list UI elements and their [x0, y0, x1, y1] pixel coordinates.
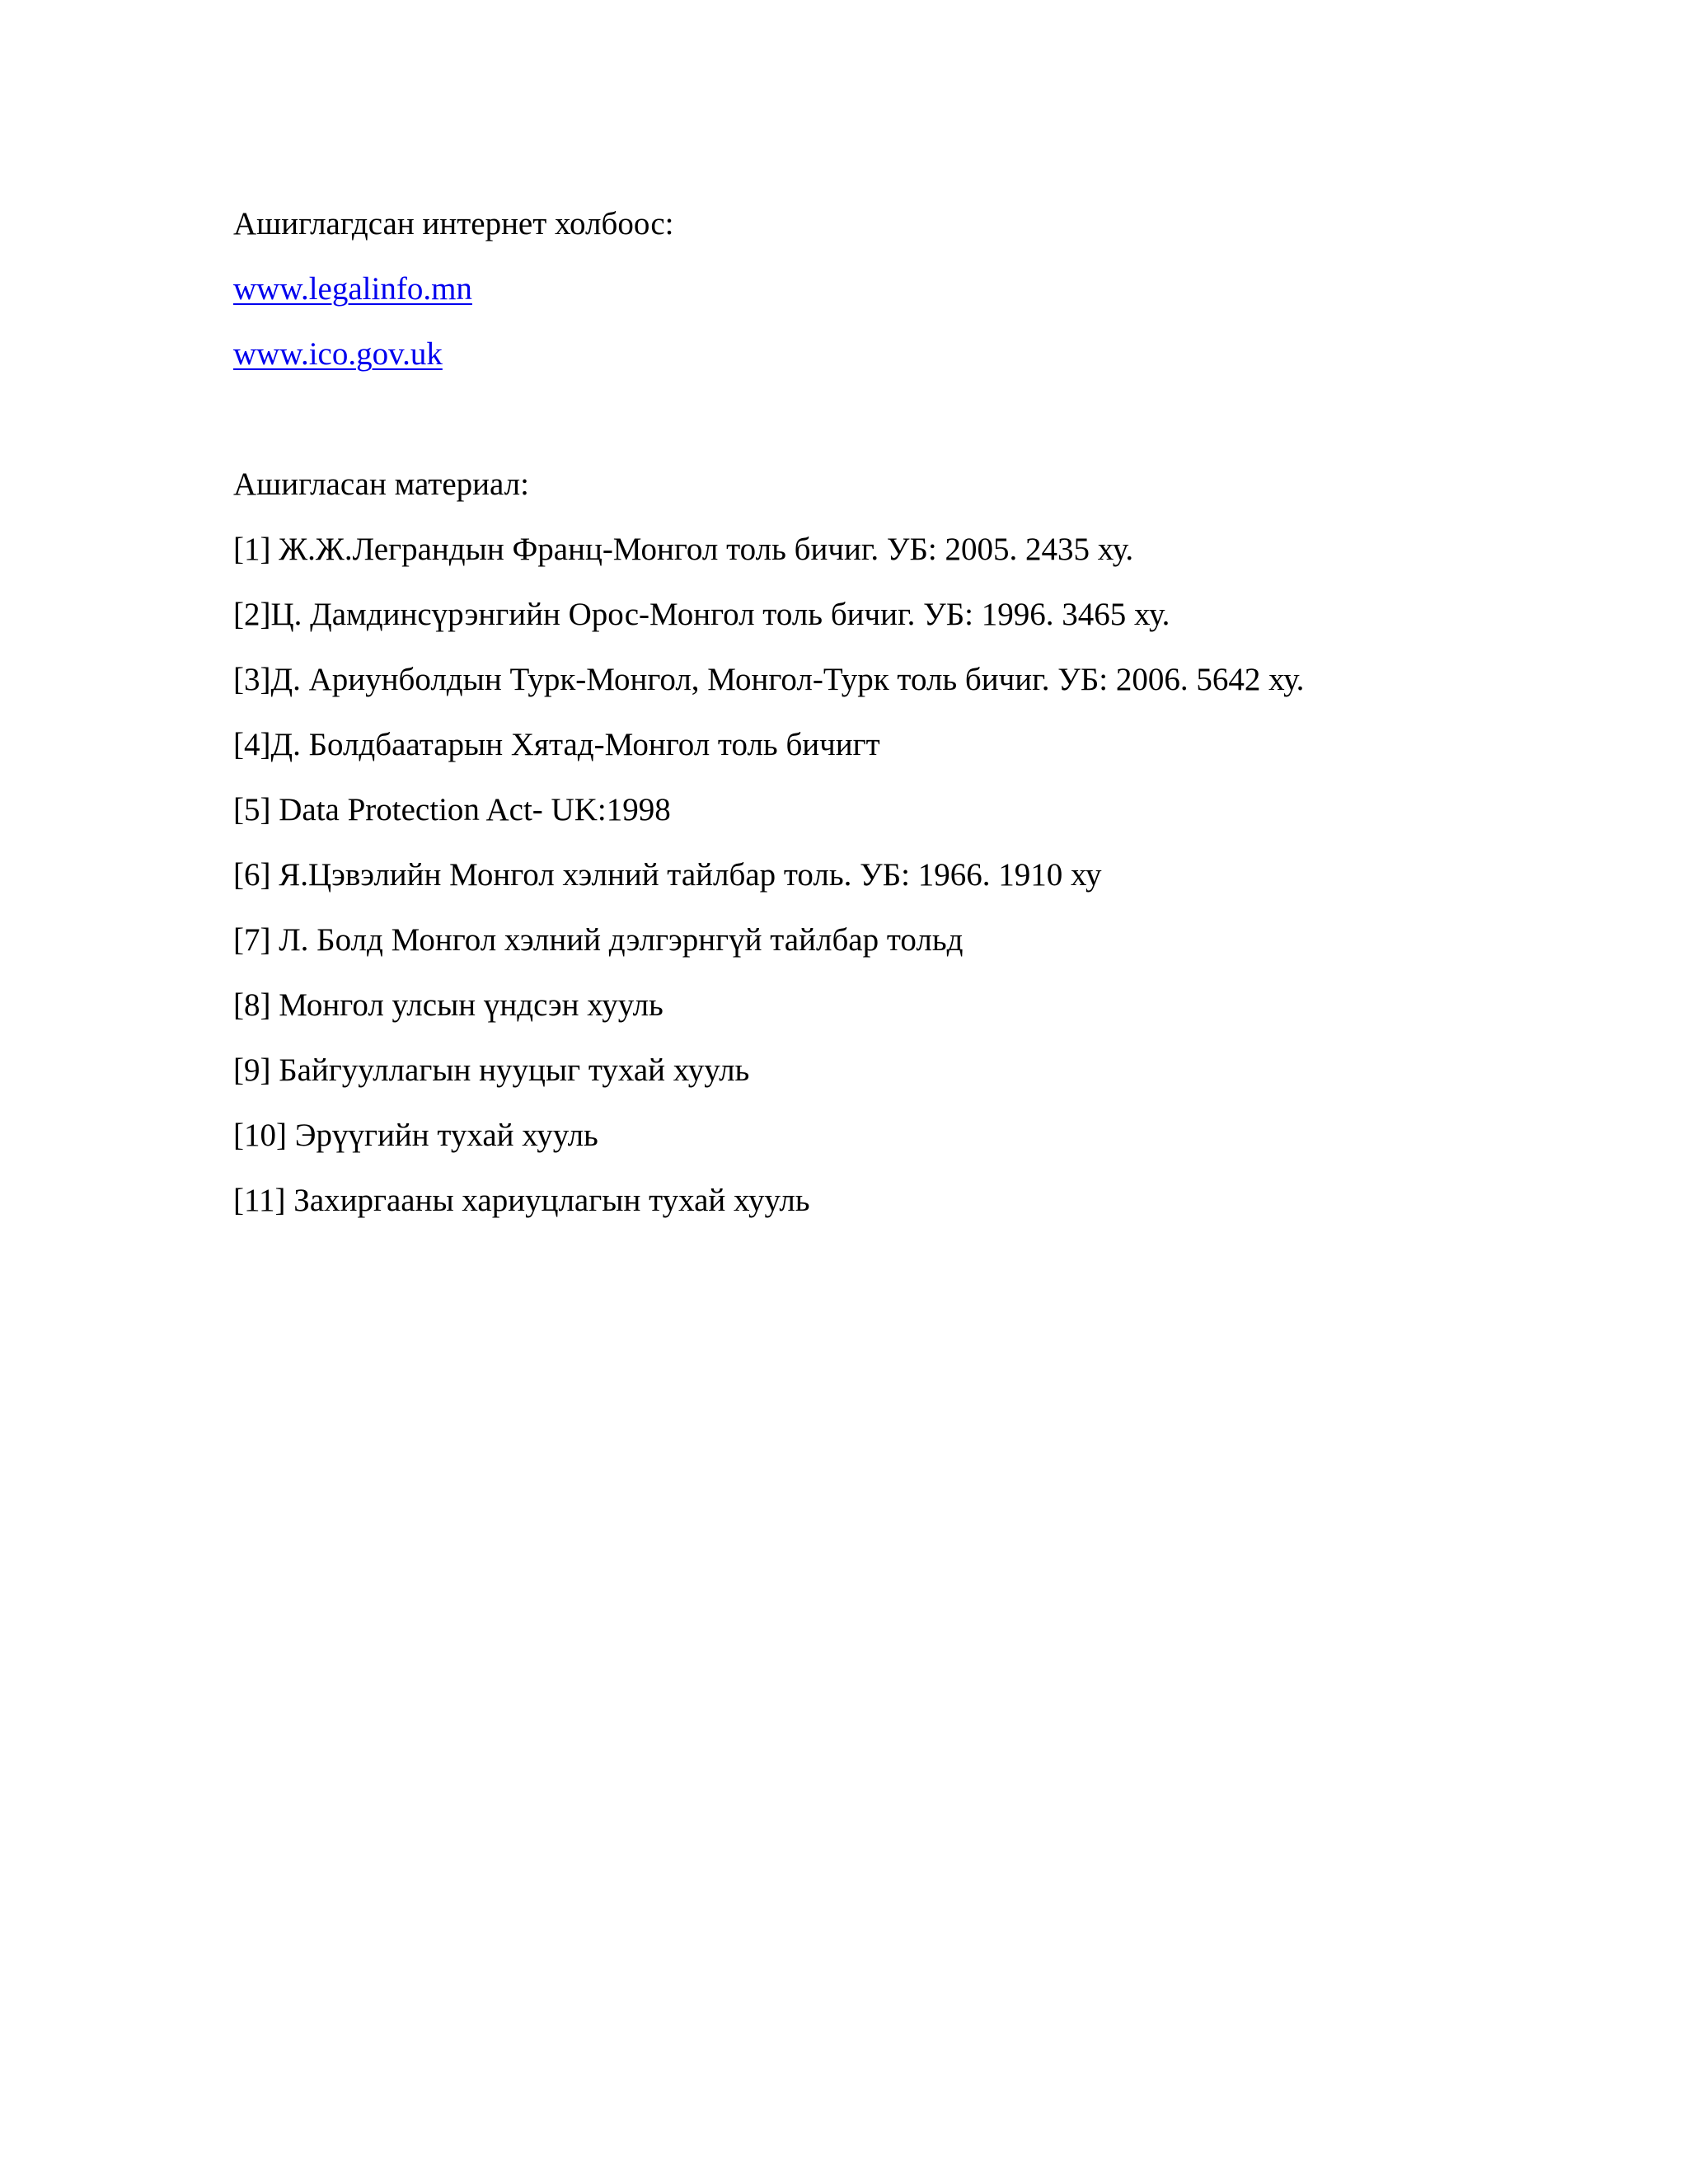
- reference-item-4: [4]Д. Болдбаатарын Хятад-Монгол толь бичигт: [233, 727, 880, 762]
- reference-item-10: [10] Эрүүгийн тухай хууль: [233, 1118, 598, 1153]
- reference-item-1: [1] Ж.Ж.Леграндын Франц-Монгол толь бичиг. УБ: 2005. 2435 ху.: [233, 532, 1134, 567]
- link-item: [233, 321, 1470, 387]
- internet-links-heading: Ашиглагдсан интернет холбоос:: [233, 206, 674, 241]
- reference-item-9: [9] Байгууллагын нууцыг тухай хууль: [233, 1052, 750, 1088]
- reference-item-7: [7] Л. Болд Монгол хэлний дэлгэрнгүй тайлбар тольд: [233, 922, 964, 958]
- section-spacer: [233, 387, 1470, 452]
- ico-link[interactable]: www.ico.gov.uk: [233, 336, 443, 372]
- link-item: [233, 256, 1470, 321]
- document-content: [233, 191, 1470, 1233]
- reference-item-5: [5] Data Protection Act- UK:1998: [233, 792, 671, 827]
- reference-item-6: [6] Я.Цэвэлийн Монгол хэлний тайлбар толь. УБ: 1966. 1910 ху: [233, 857, 1102, 893]
- reference-item-11: [11] Захиргааны хариуцлагын тухай хууль: [233, 1183, 810, 1218]
- materials-heading: Ашигласан материал:: [233, 466, 529, 502]
- reference-item-8: [8] Монгол улсын үндсэн хууль: [233, 987, 663, 1023]
- legalinfo-link[interactable]: www.legalinfo.mn: [233, 271, 472, 307]
- reference-item-2: [2]Ц. Дамдинсүрэнгийн Орос-Монгол толь бичиг. УБ: 1996. 3465 ху.: [233, 597, 1170, 632]
- reference-item-3: [3]Д. Ариунболдын Турк-Монгол, Монгол-Турк толь бичиг. УБ: 2006. 5642 ху.: [233, 662, 1305, 697]
